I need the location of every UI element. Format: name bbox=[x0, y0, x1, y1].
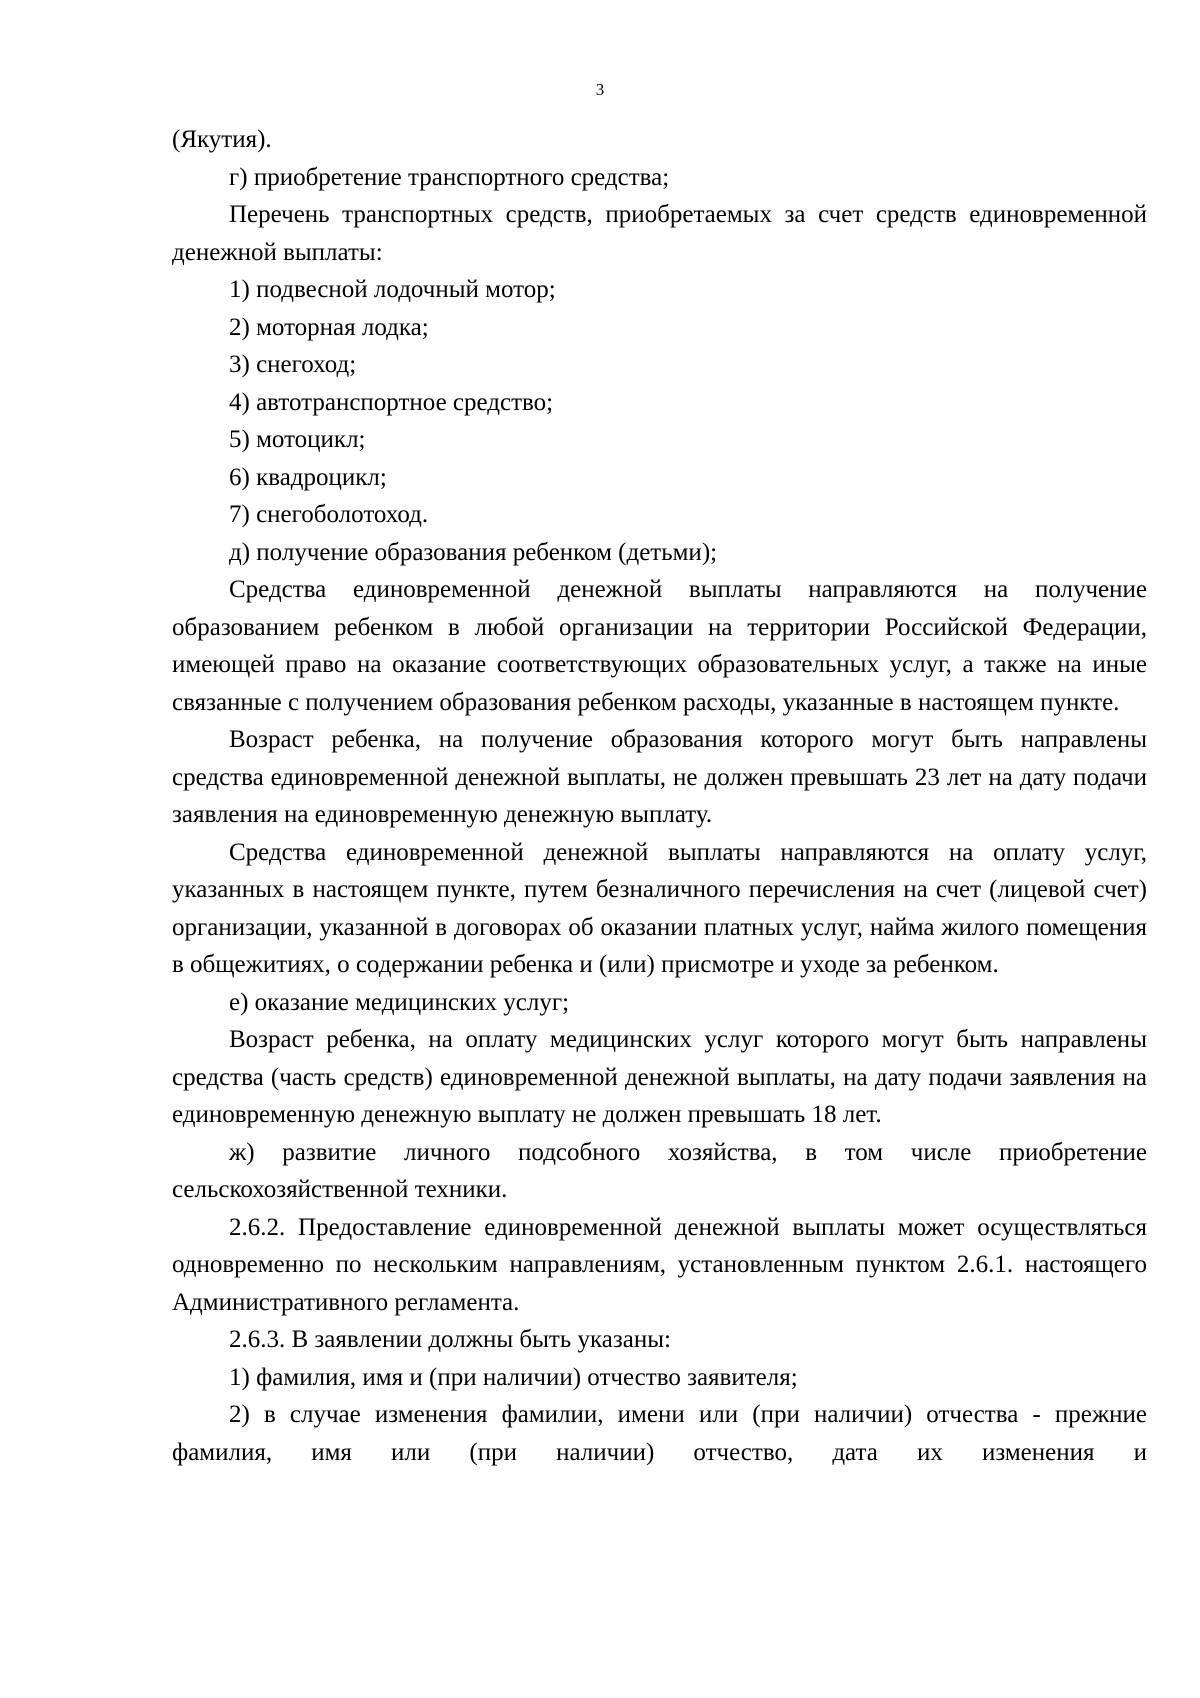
list-item-6: 6) квадроцикл; bbox=[229, 463, 387, 491]
list-item-3: 3) снегоход; bbox=[229, 351, 357, 378]
paragraph-education-age: Возраст ребенка, на получение образования которого могут быть направлены средства единовременной денежной выплаты, не должен превышать 23 лет на дату подачи заявления на единовременную денежную выплату. bbox=[172, 726, 1147, 828]
paragraph-continuation: (Якутия). bbox=[172, 126, 272, 153]
document-body bbox=[172, 121, 1147, 1471]
list-item-7: 7) снегоболотоход. bbox=[229, 501, 429, 528]
paragraph-requirement-2: 2) в случае изменения фамилии, имени или (при наличии) отчества - прежние фамилия, имя или (при наличии) отчество, дата их изменения и bbox=[172, 1401, 1147, 1466]
list-item-4: 4) автотранспортное средство; bbox=[229, 388, 554, 416]
paragraph-payment-method: Средства единовременной денежной выплаты направляются на оплату услуг, указанных в настоящем пункте, путем безналичного перечисления на счет (лицевой счет) организации, указанной в договорах об оказании платных услуг, найма жилого помещения в общежитиях, о содержании ребенка и (или) присмотре и уходе за ребенком. bbox=[172, 838, 1147, 978]
list-item-2: 2) моторная лодка; bbox=[229, 313, 429, 341]
paragraph-2-6-3: 2.6.3. В заявлении должны быть указаны: bbox=[229, 1326, 671, 1353]
paragraph-vehicle-list-intro: Перечень транспортных средств, приобретаемых за счет средств единовременной денежной выплаты: bbox=[172, 201, 1147, 266]
paragraph-medical-age: Возраст ребенка, на оплату медицинских услуг которого могут быть направлены средства (часть средств) единовременной денежной выплаты, на дату подачи заявления на единовременную денежную выплату не должен превышать 18 лет. bbox=[172, 1026, 1147, 1128]
paragraph-item-g: г) приобретение транспортного средства; bbox=[229, 163, 670, 191]
page-number: 3 bbox=[595, 80, 605, 99]
list-item-1: 1) подвесной лодочный мотор; bbox=[229, 276, 556, 303]
list-item-5: 5) мотоцикл; bbox=[229, 426, 366, 453]
paragraph-2-6-2: 2.6.2. Предоставление единовременной денежной выплаты может осуществляться одновременно по нескольким направлениям, установленным пунктом 2.6.1. настоящего Административного регламента. bbox=[172, 1213, 1147, 1316]
paragraph-education-funds: Средства единовременной денежной выплаты направляются на получение образованием ребенком в любой организации на территории Российской Федерации, имеющей право на оказание соответствующих образовательных услуг, а также на иные связанные с получением образования ребенком расходы, указанные в настоящем пункте. bbox=[172, 576, 1147, 716]
paragraph-item-zh: ж) развитие личного подсобного хозяйства, в том числе приобретение сельскохозяйственной техники. bbox=[172, 1138, 1147, 1203]
paragraph-item-e: е) оказание медицинских услуг; bbox=[229, 988, 570, 1016]
paragraph-item-d: д) получение образования ребенком (детьми); bbox=[229, 538, 718, 566]
paragraph-requirement-1: 1) фамилия, имя и (при наличии) отчество заявителя; bbox=[229, 1363, 798, 1391]
